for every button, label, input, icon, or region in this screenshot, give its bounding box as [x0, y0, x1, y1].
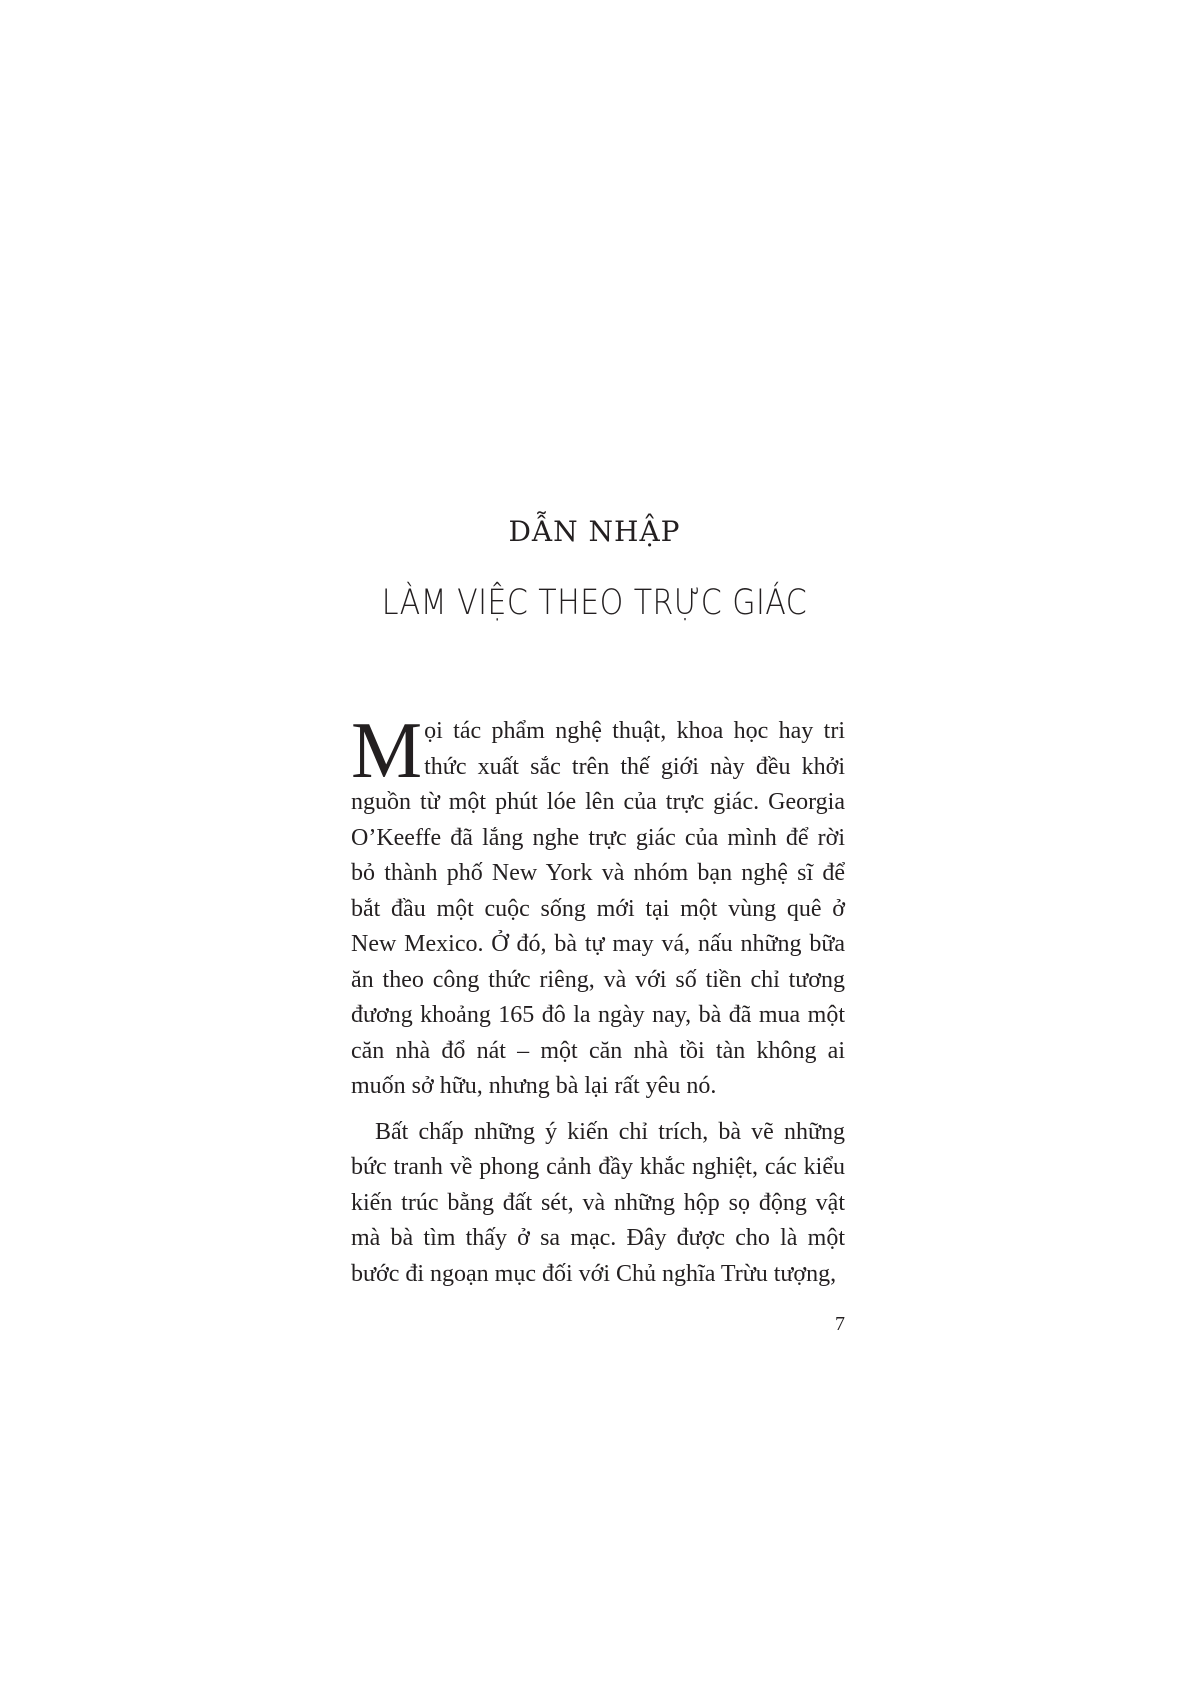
paragraph-2: Bất chấp những ý kiến chỉ trích, bà vẽ những bức tranh về phong cảnh đầy khắc nghiệt, các kiểu kiến trúc bằng đất sét, và những hộp sọ động vật mà bà tìm thấy ở sa mạc. Đây được cho là một bước đi ngoạn mục đối với Chủ nghĩa Trừu tượng, — [351, 1118, 845, 1287]
chapter-label: DẪN NHẬP — [508, 515, 681, 548]
paragraph-1-text: ọi tác phẩm nghệ thuật, khoa học hay tri thức xuất sắc trên thế giới này đều khởi nguồn từ một phút lóe lên của trực giác. Georgia O’Keeffe đã lắng nghe trực giác của mình để rời bỏ thành phố New York và nhóm bạn nghệ sĩ để bắt đầu một cuộc sống mới tại một vùng quê ở New Mexico. Ở đó, bà tự may vá, nấu những bữa ăn theo công thức riêng, và với số tiền chỉ tương đương khoảng 165 đô la ngày nay, bà đã mua một căn nhà đổ nát – một căn nhà tồi tàn không ai muốn sở hữu, nhưng bà lại rất yêu nó. — [351, 718, 845, 1099]
chapter-title: LÀM VIỆC THEO TRỰC GIÁC — [381, 583, 808, 623]
paragraph-1 — [351, 707, 845, 1105]
page-number: 7 — [835, 1313, 845, 1335]
body-text — [351, 707, 845, 1292]
drop-cap: M — [351, 707, 423, 795]
